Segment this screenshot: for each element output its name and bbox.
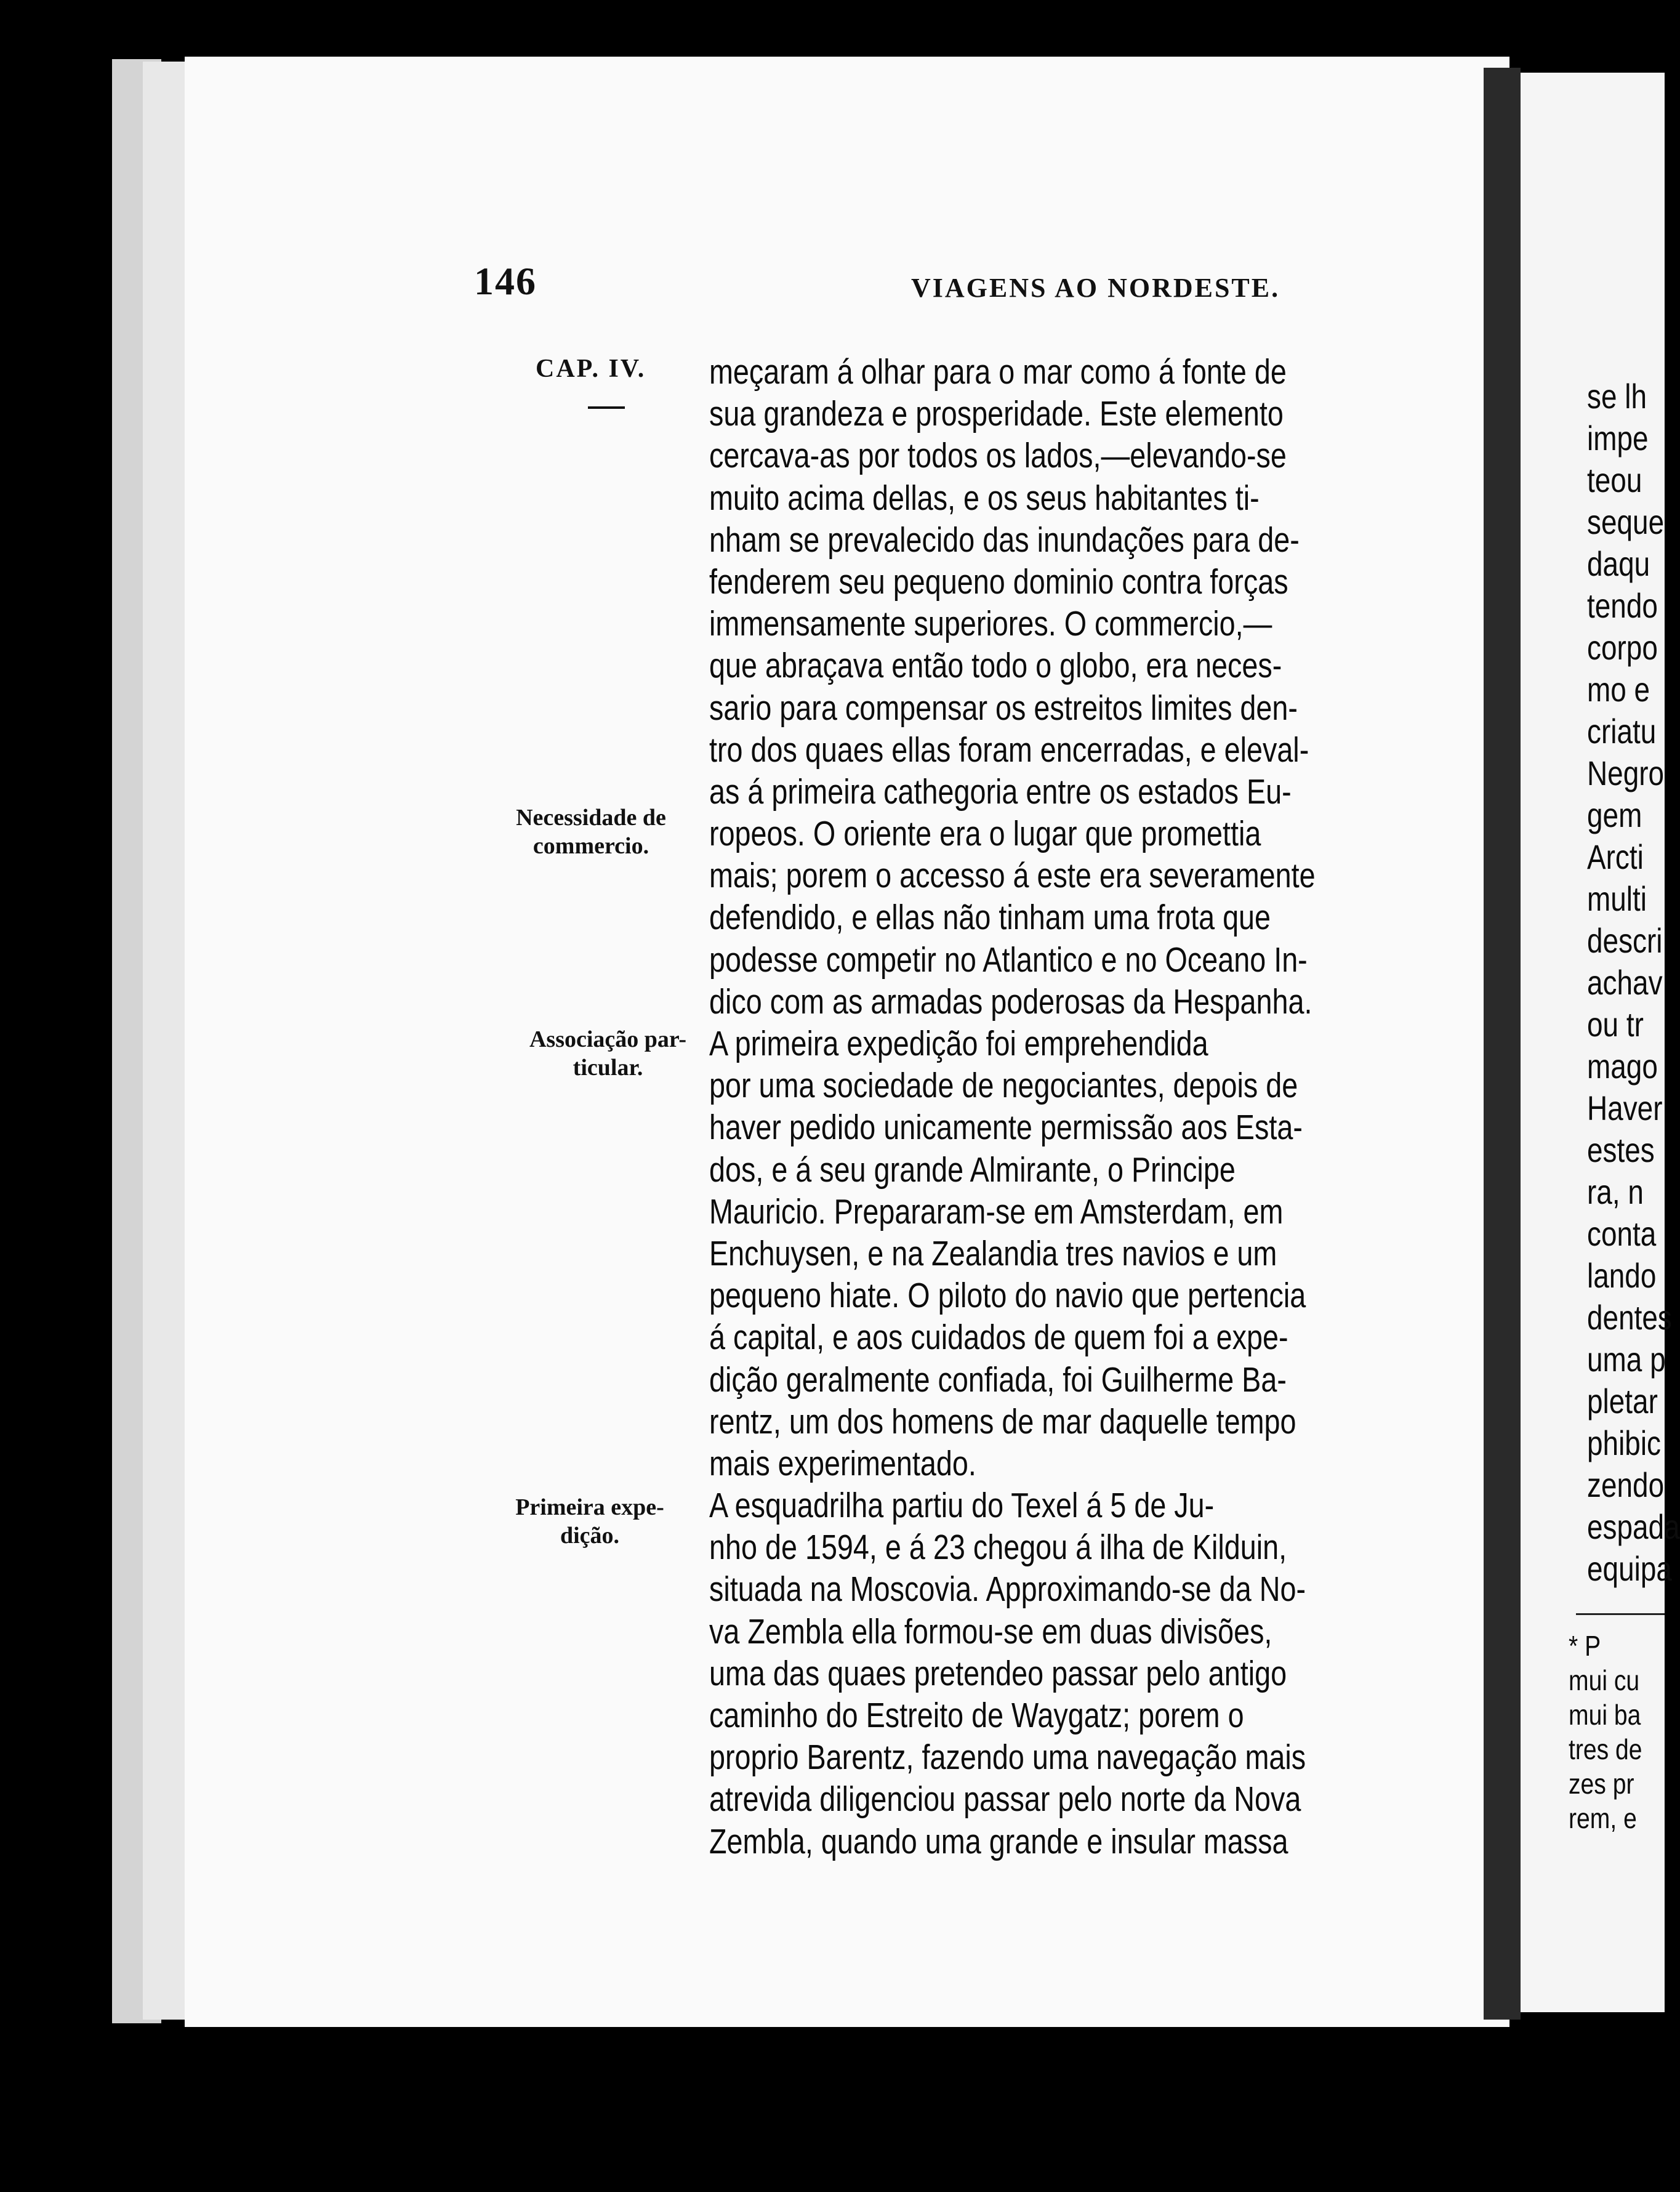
right-page-note-line: * P: [1569, 1630, 1601, 1662]
body-line: ropeos. O oriente era o lugar que promettia: [709, 814, 1261, 854]
body-line: rentz, um dos homens de mar daquelle tempo: [709, 1401, 1296, 1441]
body-line: uma das quaes pretendeo passar pelo antigo: [709, 1653, 1287, 1693]
body-line: tro dos quaes ellas foram encerradas, e eleval-: [709, 730, 1309, 770]
body-line: as á primeira cathegoria entre os estados Eu-: [709, 772, 1292, 812]
right-page-line: zendo: [1587, 1465, 1665, 1504]
right-page-line: estes: [1587, 1130, 1655, 1169]
body-line: Zembla, quando uma grande e insular massa: [709, 1821, 1288, 1861]
body-line: pequeno hiate. O piloto do navio que pertencia: [709, 1276, 1306, 1316]
body-line: mais; porem o accesso á este era severamente: [709, 856, 1316, 896]
body-line: nho de 1594, e á 23 chegou á ilha de Kilduin,: [709, 1528, 1287, 1568]
chapter-label: CAP. IV.: [536, 355, 646, 383]
right-page-note-line: mui cu: [1569, 1664, 1640, 1696]
right-page-line: Haver: [1587, 1089, 1663, 1127]
body-line: defendido, e ellas não tinham uma frota que: [709, 898, 1271, 938]
right-page-line: daqu: [1587, 544, 1650, 583]
right-page-line: espada: [1587, 1507, 1680, 1546]
right-page-footnotes: [1569, 1629, 1642, 1835]
body-line: nham se prevalecido das inundações para de-: [709, 520, 1300, 560]
right-page-line: pletar: [1587, 1382, 1658, 1420]
right-page-line: equipa: [1587, 1549, 1672, 1588]
body-line: va Zembla ella formou-se em duas divisões,: [709, 1611, 1272, 1651]
body-line: dico com as armadas poderosas da Hespanha.: [709, 981, 1312, 1021]
right-page-line: teou: [1587, 461, 1642, 499]
body-line: fenderem seu pequeno dominio contra forças: [709, 562, 1288, 602]
right-page-line: tendo: [1587, 586, 1658, 625]
right-page-line: ra, n: [1587, 1172, 1644, 1211]
right-page-line: conta: [1587, 1214, 1657, 1253]
right-page-line: seque: [1587, 502, 1665, 541]
right-page-line: uma p: [1587, 1340, 1666, 1379]
running-title: VIAGENS AO NORDESTE.: [911, 273, 1280, 303]
right-page-line: Negro: [1587, 754, 1665, 792]
right-page-line: corpo: [1587, 628, 1658, 667]
body-line: Mauricio. Prepararam-se em Amsterdam, em: [709, 1191, 1284, 1231]
right-page-line: multi: [1587, 879, 1647, 918]
body-line: meçaram á olhar para o mar como á fonte de: [709, 352, 1287, 392]
body-line: immensamente superiores. O commercio,—: [709, 604, 1272, 644]
running-head: [0, 259, 1665, 308]
right-page-line: mo e: [1587, 670, 1650, 709]
body-line: por uma sociedade de negociantes, depois de: [709, 1066, 1298, 1106]
chapter-dash: [588, 406, 625, 409]
right-page-line: dentes: [1587, 1298, 1672, 1337]
body-line: dição geralmente confiada, foi Guilherme Ba-: [709, 1360, 1287, 1400]
body-line: sua grandeza e prosperidade. Este elemento: [709, 394, 1284, 434]
right-page-line: phibic: [1587, 1424, 1661, 1462]
right-page-note-line: rem, e: [1569, 1802, 1637, 1834]
right-page-line: se lh: [1587, 377, 1647, 416]
body-line: dos, e á seu grande Almirante, o Principe: [709, 1150, 1236, 1190]
right-page-note-line: mui ba: [1569, 1699, 1641, 1731]
body-line: A esquadrilha partiu do Texel á 5 de Ju-: [709, 1486, 1215, 1526]
right-page-line: criatu: [1587, 712, 1657, 751]
body-line: situada na Moscovia. Approximando-se da No-: [709, 1569, 1306, 1610]
right-page-line: achav: [1587, 963, 1663, 1002]
body-line: que abraçava então todo o globo, era neces-: [709, 646, 1282, 686]
body-line: muito acima dellas, e os seus habitantes ti-: [709, 478, 1260, 518]
body-line: atrevida diligenciou passar pelo norte da Nova: [709, 1779, 1301, 1819]
right-page-line: descri: [1587, 921, 1663, 960]
body-line: Enchuysen, e na Zealandia tres navios e um: [709, 1233, 1277, 1273]
right-page-note-line: zes pr: [1569, 1768, 1634, 1800]
body-line: A primeira expedição foi emprehendida: [709, 1024, 1208, 1063]
book-gutter: [1484, 68, 1521, 2020]
body-line: mais experimentado.: [709, 1443, 976, 1483]
body-text: [709, 351, 1316, 1863]
right-page-note-line: tres de: [1569, 1733, 1642, 1765]
body-line: caminho do Estreito de Waygatz; porem o: [709, 1696, 1244, 1735]
right-page-line: impe: [1587, 419, 1649, 457]
body-line: haver pedido unicamente permissão aos Esta-: [709, 1108, 1303, 1148]
body-line: podesse competir no Atlantico e no Oceano In-: [709, 940, 1308, 980]
body-line: proprio Barentz, fazendo uma navegação mais: [709, 1738, 1306, 1778]
footnote-rule: [1576, 1613, 1665, 1615]
margin-note-primeira: Primeira expe- dição.: [515, 1494, 664, 1549]
body-line: á capital, e aos cuidados de quem foi a expe-: [709, 1318, 1288, 1358]
margin-note-associacao: Associação par- ticular.: [529, 1026, 687, 1081]
right-page-line: Arcti: [1587, 837, 1644, 876]
page-number: 146: [474, 259, 537, 303]
right-page-line: gem: [1587, 796, 1642, 834]
body-line: cercava-as por todos os lados,—elevando-se: [709, 436, 1287, 476]
margin-note-necessidade: Necessidade de commercio.: [516, 805, 666, 859]
body-line: sario para compensar os estreitos limites den-: [709, 688, 1298, 728]
right-page-text: [1587, 376, 1680, 1590]
right-page-line: mago: [1587, 1047, 1658, 1086]
right-page-line: ou tr: [1587, 1005, 1644, 1044]
right-page-line: lando: [1587, 1256, 1657, 1295]
